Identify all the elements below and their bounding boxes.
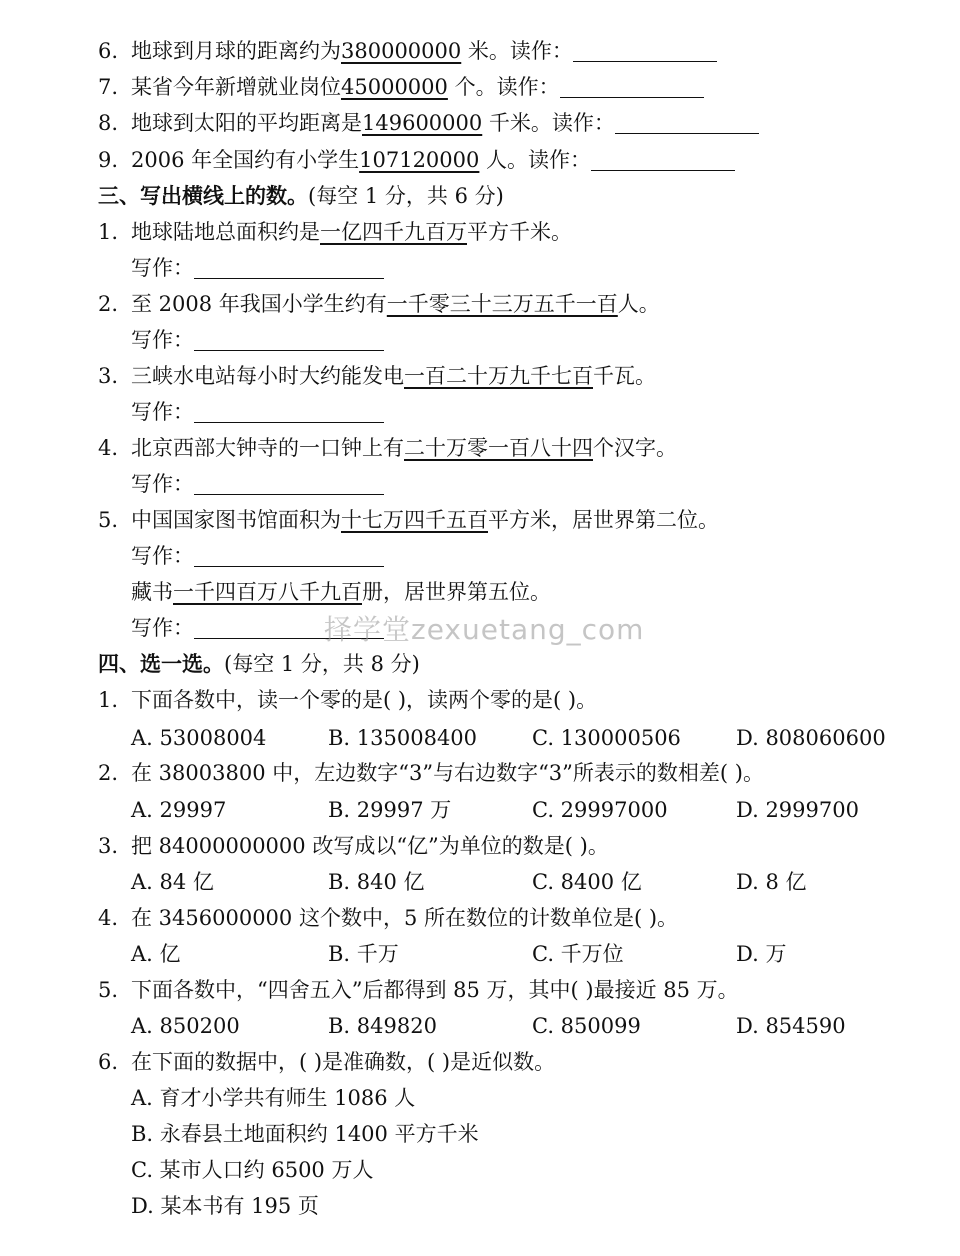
item-suffix: 人。读作： — [479, 148, 592, 172]
option-d[interactable]: D. 2999700 — [736, 798, 859, 822]
item-number: 7. — [98, 75, 119, 99]
option-b[interactable]: B. 29997 万 — [328, 798, 452, 822]
option-c[interactable]: C. 29997000 — [532, 798, 668, 822]
item-number: 3. — [98, 834, 119, 858]
section-title: 三、写出横线上的数。 — [98, 183, 308, 208]
item-text: 地球陆地总面积约是 — [131, 220, 320, 244]
question-text: 下面各数中，“四舍五入”后都得到 85 万，其中( )最接近 85 万。 — [131, 978, 739, 1002]
underlined-words: 一亿四千九百万 — [320, 220, 467, 244]
item-number: 5. — [98, 978, 119, 1002]
item-suffix: 平方千米。 — [467, 220, 572, 244]
question-text: 下面各数中，读一个零的是( )，读两个零的是( )。 — [131, 688, 598, 712]
answer-blank[interactable] — [194, 256, 384, 279]
item-number: 2. — [98, 761, 119, 785]
underlined-words: 十七万四千五百 — [341, 508, 488, 532]
underlined-words: 二十万零一百八十四 — [404, 436, 593, 460]
underlined-number: 380000000 — [341, 39, 462, 63]
item-suffix: 千米。读作： — [482, 111, 615, 135]
item-number: 5. — [98, 508, 119, 532]
write-label: 写作： — [131, 328, 194, 352]
answer-blank[interactable] — [194, 328, 384, 351]
option-b[interactable]: B. 849820 — [328, 1014, 437, 1038]
option-b[interactable]: B. 135008400 — [328, 726, 478, 750]
answer-blank[interactable] — [573, 39, 717, 62]
option-c[interactable]: C. 8400 亿 — [532, 870, 642, 894]
item-text: 至 2008 年我国小学生约有 — [131, 292, 387, 316]
write-label: 写作： — [131, 544, 194, 568]
option-c[interactable]: C. 千万位 — [532, 942, 624, 966]
item-number: 1. — [98, 220, 119, 244]
item-number: 4. — [98, 906, 119, 930]
answer-blank[interactable] — [615, 111, 759, 134]
section-points: (每空 1 分，共 8 分) — [224, 652, 420, 676]
option-b[interactable]: B. 永春县土地面积约 1400 平方千米 — [131, 1122, 479, 1146]
watermark: 择学堂zexuetang_com — [324, 613, 645, 646]
item-number: 3. — [98, 364, 119, 388]
question-text: 把 84000000000 改写成以“亿”为单位的数是( )。 — [131, 834, 609, 858]
option-d[interactable]: D. 某本书有 195 页 — [131, 1194, 319, 1218]
option-a[interactable]: A. 53008004 — [131, 726, 267, 750]
item-number: 6. — [98, 1050, 119, 1074]
option-a[interactable]: A. 育才小学共有师生 1086 人 — [131, 1086, 416, 1110]
write-label: 写作： — [131, 400, 194, 424]
item-text: 北京西部大钟寺的一口钟上有 — [131, 436, 404, 460]
item-suffix: 个。读作： — [447, 75, 560, 99]
item-number: 2. — [98, 292, 119, 316]
write-label: 写作： — [131, 472, 194, 496]
underlined-number: 149600000 — [362, 111, 483, 135]
item-number: 6. — [98, 39, 119, 63]
option-b[interactable]: B. 840 亿 — [328, 870, 425, 894]
item-text: 三峡水电站每小时大约能发电 — [131, 364, 404, 388]
option-d[interactable]: D. 854590 — [736, 1014, 846, 1038]
item-number: 1. — [98, 688, 119, 712]
answer-blank[interactable] — [194, 400, 384, 423]
option-a[interactable]: A. 84 亿 — [131, 870, 214, 894]
item-suffix: 米。读作： — [461, 39, 573, 63]
section-points: (每空 1 分，共 6 分) — [308, 184, 504, 208]
underlined-number: 45000000 — [341, 75, 448, 99]
item-suffix: 人。 — [617, 292, 660, 316]
answer-blank[interactable] — [591, 148, 735, 171]
item-suffix: 千瓦。 — [593, 364, 656, 388]
option-b[interactable]: B. 千万 — [328, 942, 399, 966]
underlined-words: 一千零三十三万五千一百 — [386, 292, 618, 316]
option-a[interactable]: A. 29997 — [131, 798, 227, 822]
write-label: 写作： — [131, 616, 194, 640]
item-suffix: 个汉字。 — [593, 436, 677, 460]
answer-blank[interactable] — [194, 544, 384, 567]
option-a[interactable]: A. 850200 — [131, 1014, 240, 1038]
write-label: 写作： — [131, 256, 194, 280]
section-title: 四、选一选。 — [98, 651, 224, 676]
option-d[interactable]: D. 万 — [736, 942, 787, 966]
item-number: 9. — [98, 148, 119, 172]
question-text: 在下面的数据中，( )是准确数，( )是近似数。 — [131, 1050, 556, 1074]
underlined-words: 一百二十万九千七百 — [404, 364, 593, 388]
option-c[interactable]: C. 850099 — [532, 1014, 641, 1038]
item-text: 地球到太阳的平均距离是 — [131, 111, 362, 135]
underlined-number: 107120000 — [359, 148, 480, 172]
item-text: 2006 年全国约有小学生 — [131, 148, 360, 172]
item-number: 8. — [98, 111, 119, 135]
answer-blank[interactable] — [194, 472, 384, 495]
item-text: 地球到月球的距离约为 — [131, 39, 341, 63]
question-text: 在 38003800 中，左边数字“3”与右边数字“3”所表示的数相差( )。 — [131, 761, 764, 785]
question-text: 在 3456000000 这个数中，5 所在数位的计数单位是( )。 — [131, 906, 679, 930]
option-a[interactable]: A. 亿 — [131, 942, 181, 966]
item-suffix: 平方米，居世界第二位。 — [488, 508, 719, 532]
option-c[interactable]: C. 某市人口约 6500 万人 — [131, 1158, 374, 1182]
option-d[interactable]: D. 808060600 — [736, 726, 886, 750]
option-d[interactable]: D. 8 亿 — [736, 870, 807, 894]
answer-blank[interactable] — [560, 75, 704, 98]
item-text: 某省今年新增就业岗位 — [131, 75, 341, 99]
item-suffix: 册，居世界第五位。 — [362, 580, 551, 604]
item-text: 藏书 — [131, 580, 173, 604]
option-c[interactable]: C. 130000506 — [532, 726, 681, 750]
item-number: 4. — [98, 436, 119, 460]
underlined-words: 一千四百万八千九百 — [173, 580, 362, 604]
item-text: 中国国家图书馆面积为 — [131, 508, 341, 532]
